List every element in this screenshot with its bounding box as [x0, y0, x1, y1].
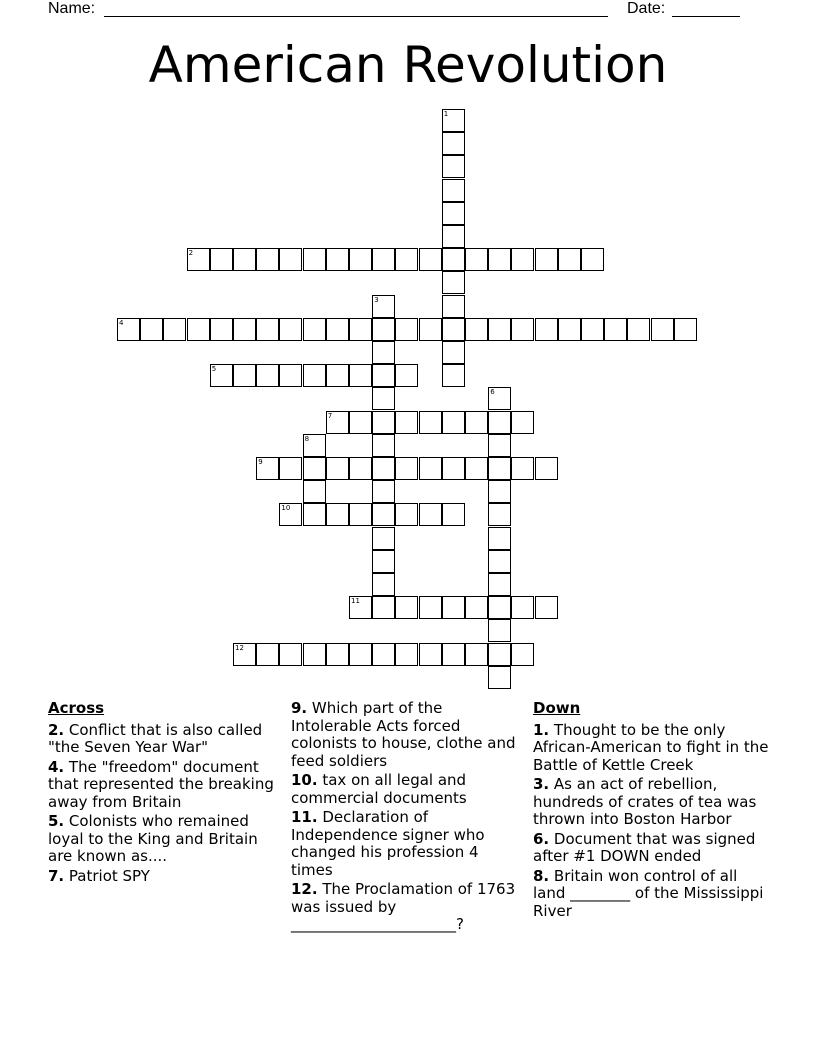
- grid-cell[interactable]: [372, 411, 395, 434]
- grid-cell[interactable]: [256, 643, 279, 666]
- clue-item-number: 4.: [48, 757, 65, 776]
- grid-cell[interactable]: [256, 318, 279, 341]
- grid-cell[interactable]: [117, 318, 140, 341]
- page-title: American Revolution: [148, 36, 668, 94]
- grid-cell[interactable]: [419, 457, 442, 480]
- grid-cell[interactable]: [326, 503, 349, 526]
- grid-cell[interactable]: [303, 643, 326, 666]
- grid-cell[interactable]: [187, 318, 210, 341]
- grid-cell[interactable]: [372, 434, 395, 457]
- clue-item-text: The "freedom" document that represented the breaking away from Britain: [48, 757, 274, 811]
- clue-number: 2: [188, 249, 194, 258]
- grid-cell[interactable]: [303, 503, 326, 526]
- grid-cell[interactable]: [395, 364, 418, 387]
- clue-item: [533, 722, 773, 775]
- grid-cell[interactable]: [419, 318, 442, 341]
- grid-cell[interactable]: [651, 318, 674, 341]
- grid-cell[interactable]: [488, 550, 511, 573]
- grid-cell[interactable]: [488, 480, 511, 503]
- clue-item: [291, 700, 516, 770]
- clue-item-number: 6.: [533, 829, 550, 848]
- clue-number: 9: [258, 458, 263, 466]
- clue-item-text: Britain won control of all land ________ of the Mississippi River: [533, 866, 764, 920]
- grid-cell[interactable]: [303, 364, 326, 387]
- grid-cell[interactable]: [442, 225, 465, 248]
- grid-cell[interactable]: [326, 318, 349, 341]
- clue-item-text: As an act of rebellion, hundreds of crates of tea was thrown into Boston Harbor: [533, 775, 757, 828]
- grid-cell[interactable]: [372, 503, 395, 526]
- grid-cell[interactable]: [488, 666, 511, 689]
- clue-item-text: Conflict that is also called "the Seven Year War": [48, 720, 263, 756]
- clue-number: 1: [443, 110, 449, 118]
- clue-item-text: Document that was signed after #1 DOWN ended: [533, 829, 756, 865]
- clue-item: [533, 868, 773, 921]
- grid-cell[interactable]: [604, 318, 627, 341]
- clue-number: 10: [281, 504, 291, 513]
- grid-cell[interactable]: [442, 109, 465, 132]
- grid-cell[interactable]: [395, 503, 418, 526]
- grid-cell[interactable]: [419, 503, 442, 526]
- grid-cell[interactable]: [303, 318, 326, 341]
- grid-cell[interactable]: [488, 643, 511, 666]
- clue-item-number: 2.: [48, 720, 65, 739]
- grid-cell[interactable]: [326, 364, 349, 387]
- grid-cell[interactable]: [535, 596, 558, 619]
- grid-cell[interactable]: [511, 248, 534, 271]
- clue-item: [48, 759, 278, 812]
- clue-item-number: 8.: [533, 866, 550, 885]
- grid-cell[interactable]: [303, 457, 326, 480]
- grid-cell[interactable]: [465, 643, 488, 666]
- grid-cell[interactable]: [372, 295, 395, 318]
- clue-number: 8: [304, 434, 310, 443]
- grid-cell[interactable]: [488, 457, 511, 480]
- grid-cell[interactable]: [535, 457, 558, 480]
- grid-cell[interactable]: [535, 248, 558, 271]
- grid-cell[interactable]: [395, 318, 418, 341]
- clue-number: 11: [351, 597, 360, 606]
- grid-cell[interactable]: [372, 248, 395, 271]
- clue-item-text: Which part of the Intolerable Acts forced colonists to house, clothe and feed soldiers: [291, 699, 516, 770]
- grid-cell[interactable]: [419, 411, 442, 434]
- grid-cell[interactable]: [372, 550, 395, 573]
- grid-cell[interactable]: [372, 573, 395, 596]
- grid-cell[interactable]: [442, 341, 465, 364]
- grid-cell[interactable]: [395, 457, 418, 480]
- grid-cell[interactable]: [233, 318, 256, 341]
- grid-cell[interactable]: [326, 411, 349, 434]
- grid-cell[interactable]: [140, 318, 163, 341]
- clue-item: [48, 868, 278, 886]
- grid-cell[interactable]: [349, 364, 372, 387]
- grid-cell[interactable]: [419, 596, 442, 619]
- grid-cell[interactable]: [233, 248, 256, 271]
- grid-cell[interactable]: [442, 271, 465, 294]
- grid-cell[interactable]: [210, 248, 233, 271]
- grid-cell[interactable]: [303, 434, 326, 457]
- grid-cell[interactable]: [511, 318, 534, 341]
- clue-item: [291, 809, 516, 879]
- grid-cell[interactable]: [279, 248, 302, 271]
- grid-cell[interactable]: [488, 248, 511, 271]
- clue-item-number: 1.: [533, 720, 550, 739]
- clue-item: [48, 722, 278, 757]
- grid-cell[interactable]: [210, 318, 233, 341]
- grid-cell[interactable]: [442, 643, 465, 666]
- down-heading: Down: [533, 699, 581, 717]
- grid-cell[interactable]: [419, 643, 442, 666]
- grid-cell[interactable]: [233, 364, 256, 387]
- clue-item-number: 9.: [291, 699, 308, 717]
- grid-cell[interactable]: [395, 643, 418, 666]
- grid-cell[interactable]: [558, 318, 581, 341]
- grid-cell[interactable]: [442, 411, 465, 434]
- grid-cell[interactable]: [395, 248, 418, 271]
- grid-cell[interactable]: [256, 248, 279, 271]
- clues-across-column-1: [48, 700, 278, 887]
- grid-cell[interactable]: [372, 364, 395, 387]
- grid-cell[interactable]: [210, 364, 233, 387]
- grid-cell[interactable]: [511, 457, 534, 480]
- grid-cell[interactable]: [442, 457, 465, 480]
- grid-cell[interactable]: [442, 596, 465, 619]
- name-label: Name:: [48, 0, 96, 17]
- grid-cell[interactable]: [488, 527, 511, 550]
- grid-cell[interactable]: [442, 132, 465, 155]
- clues-down-column: [533, 700, 773, 922]
- grid-cell[interactable]: [303, 248, 326, 271]
- grid-cell[interactable]: [372, 341, 395, 364]
- grid-cell[interactable]: [256, 457, 279, 480]
- clue-item-number: 11.: [291, 808, 318, 826]
- grid-cell[interactable]: [511, 643, 534, 666]
- grid-cell[interactable]: [558, 248, 581, 271]
- clue-item-text: Patriot SPY: [64, 866, 150, 885]
- clue-item: [48, 813, 278, 866]
- grid-cell[interactable]: [442, 155, 465, 178]
- grid-cell[interactable]: [279, 364, 302, 387]
- grid-cell[interactable]: [535, 318, 558, 341]
- grid-cell[interactable]: [326, 643, 349, 666]
- grid-cell[interactable]: [581, 248, 604, 271]
- grid-cell[interactable]: [279, 503, 302, 526]
- grid-cell[interactable]: [419, 248, 442, 271]
- grid-cell[interactable]: [442, 248, 465, 271]
- clue-number: 3: [374, 295, 379, 304]
- grid-cell[interactable]: [372, 480, 395, 503]
- grid-cell[interactable]: [395, 411, 418, 434]
- clue-number: 12: [235, 643, 244, 652]
- grid-cell[interactable]: [511, 411, 534, 434]
- clue-number: 6: [490, 388, 495, 397]
- clue-item-text: Declaration of Independence signer who changed his profession 4 times: [291, 808, 485, 879]
- grid-cell[interactable]: [442, 179, 465, 202]
- grid-cell[interactable]: [256, 364, 279, 387]
- grid-cell[interactable]: [465, 318, 488, 341]
- grid-cell[interactable]: [349, 596, 372, 619]
- grid-cell[interactable]: [488, 387, 511, 410]
- grid-cell[interactable]: [674, 318, 697, 341]
- grid-cell[interactable]: [395, 596, 418, 619]
- grid-cell[interactable]: [581, 318, 604, 341]
- grid-cell[interactable]: [372, 387, 395, 410]
- grid-cell[interactable]: [349, 318, 372, 341]
- grid-cell[interactable]: [187, 248, 210, 271]
- grid-cell[interactable]: [372, 643, 395, 666]
- grid-cell[interactable]: [372, 318, 395, 341]
- grid-cell[interactable]: [326, 457, 349, 480]
- grid-cell[interactable]: [326, 248, 349, 271]
- grid-cell[interactable]: [465, 248, 488, 271]
- grid-cell[interactable]: [488, 411, 511, 434]
- grid-cell[interactable]: [372, 457, 395, 480]
- grid-cell[interactable]: [372, 527, 395, 550]
- grid-cell[interactable]: [349, 411, 372, 434]
- grid-cell[interactable]: [349, 457, 372, 480]
- clue-item: [291, 772, 516, 807]
- grid-cell[interactable]: [488, 573, 511, 596]
- grid-cell[interactable]: [349, 248, 372, 271]
- grid-cell[interactable]: [465, 457, 488, 480]
- clue-item-text: The Proclamation of 1763 was issued by ______________________?: [291, 880, 516, 933]
- grid-cell[interactable]: [488, 619, 511, 642]
- clue-item-number: 3.: [533, 775, 550, 793]
- clue-item-text: Colonists who remained loyal to the King and Britain are known as....: [48, 812, 258, 865]
- clues-across-column-2: [291, 700, 516, 936]
- grid-cell[interactable]: [511, 596, 534, 619]
- clue-item: [533, 776, 773, 829]
- grid-cell[interactable]: [442, 295, 465, 318]
- grid-cell[interactable]: [488, 434, 511, 457]
- grid-cell[interactable]: [627, 318, 650, 341]
- clue-item-text: tax on all legal and commercial documents: [291, 771, 467, 807]
- grid-cell[interactable]: [442, 202, 465, 225]
- grid-cell[interactable]: [442, 364, 465, 387]
- clue-item-number: 12.: [291, 880, 318, 898]
- grid-cell[interactable]: [303, 480, 326, 503]
- clue-item-text: Thought to be the only African-American to fight in the Battle of Kettle Creek: [533, 720, 769, 774]
- grid-cell[interactable]: [233, 643, 256, 666]
- clue-item-number: 10.: [291, 771, 318, 789]
- grid-cell[interactable]: [349, 503, 372, 526]
- clue-item: [291, 881, 516, 934]
- grid-cell[interactable]: [465, 596, 488, 619]
- grid-cell[interactable]: [372, 596, 395, 619]
- date-label: Date:: [627, 0, 666, 17]
- across-heading: Across: [48, 699, 105, 717]
- grid-cell[interactable]: [488, 596, 511, 619]
- grid-cell[interactable]: [279, 318, 302, 341]
- grid-cell[interactable]: [488, 318, 511, 341]
- grid-cell[interactable]: [349, 643, 372, 666]
- grid-cell[interactable]: [163, 318, 186, 341]
- clue-number: 4: [119, 318, 124, 327]
- clue-item: [533, 831, 773, 866]
- grid-cell[interactable]: [279, 457, 302, 480]
- grid-cell[interactable]: [442, 318, 465, 341]
- clue-item-number: 7.: [48, 866, 65, 885]
- clue-number: 5: [211, 365, 217, 374]
- clue-item-number: 5.: [48, 812, 65, 830]
- grid-cell[interactable]: [488, 503, 511, 526]
- clue-number: 7: [327, 411, 333, 420]
- grid-cell[interactable]: [279, 643, 302, 666]
- grid-cell[interactable]: [442, 503, 465, 526]
- grid-cell[interactable]: [465, 411, 488, 434]
